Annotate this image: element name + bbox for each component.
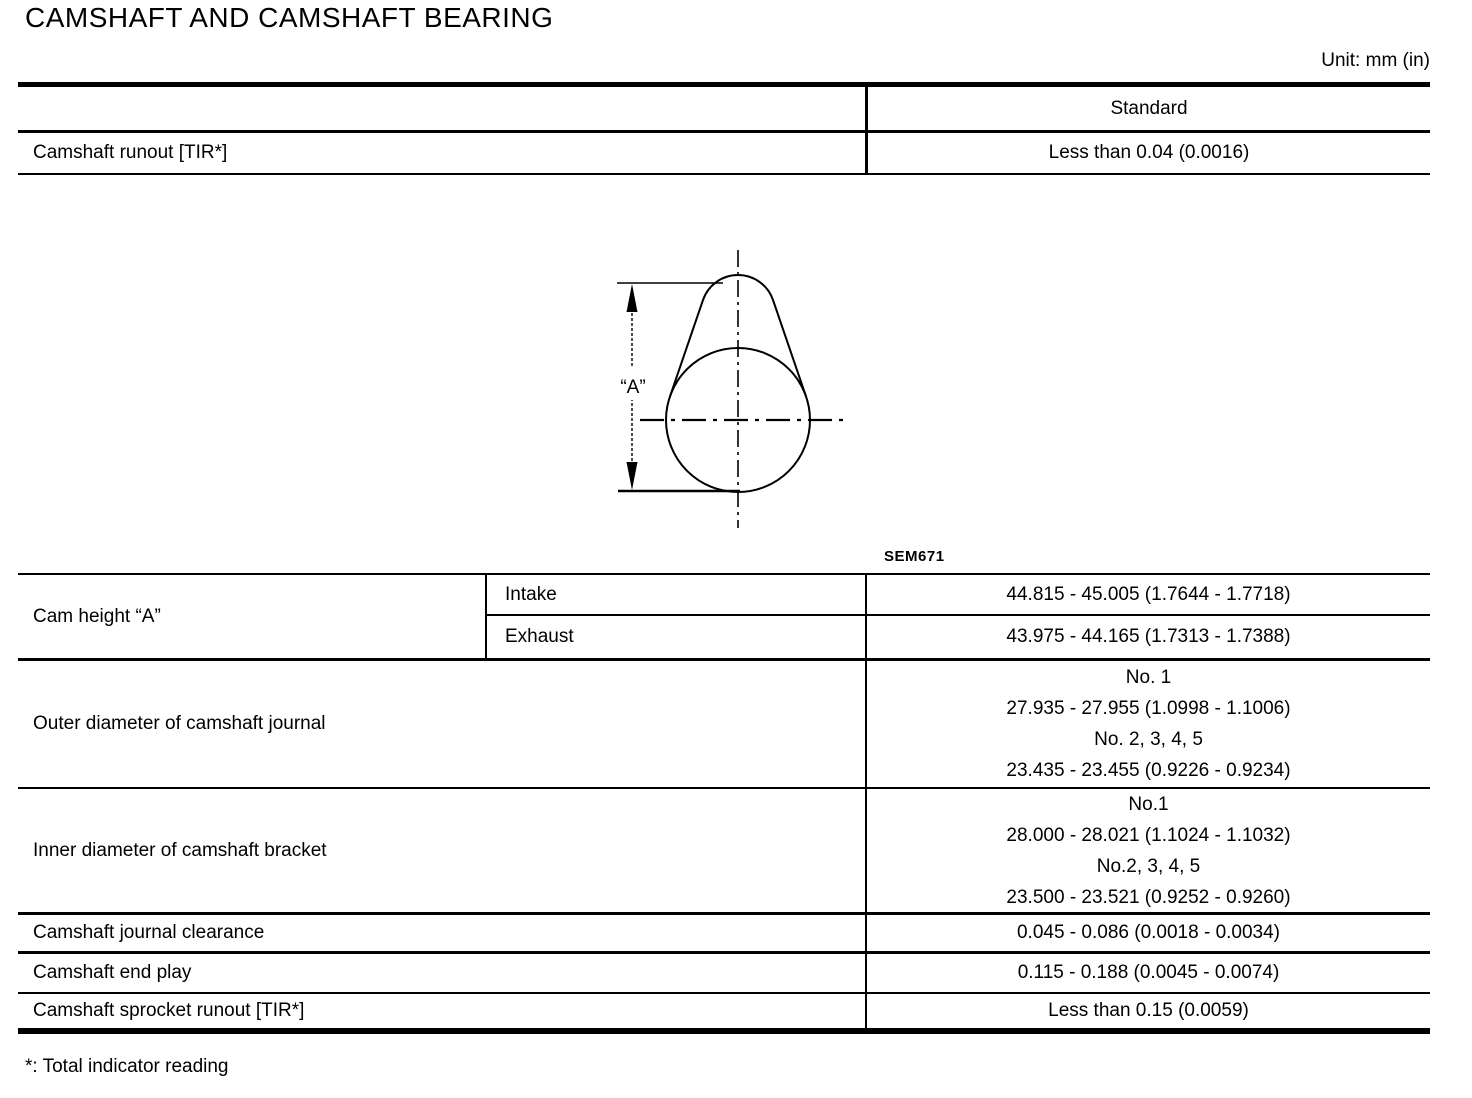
value-line: 23.435 - 23.455 (0.9226 - 0.9234) [1006, 760, 1291, 781]
value-line: 27.935 - 27.955 (1.0998 - 1.1006) [1006, 698, 1291, 719]
row-value: 0.115 - 0.188 (0.0045 - 0.0074) [865, 954, 1430, 992]
footnote: *: Total indicator reading [25, 1056, 229, 1077]
value-line: 23.500 - 23.521 (0.9252 - 0.9260) [1006, 886, 1291, 908]
spec-table [18, 573, 1430, 1034]
value-line: No. 1 [1125, 667, 1172, 688]
subrow-intake [485, 575, 1430, 616]
subrow-stack [485, 575, 1430, 658]
figure-caption: SEM671 [884, 548, 945, 565]
subrow-label: Intake [485, 575, 865, 614]
row-value: Less than 0.04 (0.0016) [865, 133, 1430, 173]
row-label: Camshaft end play [33, 962, 192, 983]
row-value [865, 789, 1430, 912]
row-value [865, 661, 1430, 787]
value-line: No.1 [1128, 793, 1169, 815]
subrow-exhaust [485, 616, 1430, 658]
row-value: 44.815 - 45.005 (1.7644 - 1.7718) [865, 575, 1430, 614]
cam-diagram [560, 240, 980, 575]
row-value: 43.975 - 44.165 (1.7313 - 1.7388) [865, 616, 1430, 658]
table-row-inner-diameter [18, 789, 1430, 915]
table-row-sprocket-runout [18, 994, 1430, 1034]
value-line: No.2, 3, 4, 5 [1096, 855, 1201, 877]
page-title: CAMSHAFT AND CAMSHAFT BEARING [25, 2, 554, 33]
table-row-end-play [18, 954, 1430, 994]
row-label: Camshaft journal clearance [33, 922, 265, 943]
row-value: 0.045 - 0.086 (0.0018 - 0.0034) [865, 915, 1430, 951]
standard-header-cell: Standard [865, 87, 1430, 130]
table-row-journal-clearance [18, 915, 1430, 954]
value-line: No. 2, 3, 4, 5 [1094, 729, 1203, 750]
arrowhead-up [627, 284, 638, 312]
row-value: Less than 0.15 (0.0059) [865, 994, 1430, 1028]
value-line: 28.000 - 28.021 (1.1024 - 1.1032) [1006, 824, 1291, 846]
subrow-label: Exhaust [485, 616, 865, 658]
row-label: Cam height “A” [33, 605, 161, 627]
empty-header-cell [18, 87, 865, 130]
arrowhead-down [627, 462, 638, 490]
table-row [18, 133, 1430, 175]
dimension-a-label: “A” [620, 377, 646, 398]
row-label: Inner diameter of camshaft bracket [33, 839, 327, 861]
row-label: Outer diameter of camshaft journal [33, 713, 326, 734]
unit-note: Unit: mm (in) [1321, 50, 1430, 71]
row-label: Camshaft runout [TIR*] [33, 142, 228, 163]
row-label: Camshaft sprocket runout [TIR*] [33, 1000, 305, 1021]
table-row-outer-diameter [18, 661, 1430, 789]
standard-table [18, 82, 1430, 175]
table-row-cam-height [18, 575, 1430, 661]
table-row [18, 87, 1430, 133]
